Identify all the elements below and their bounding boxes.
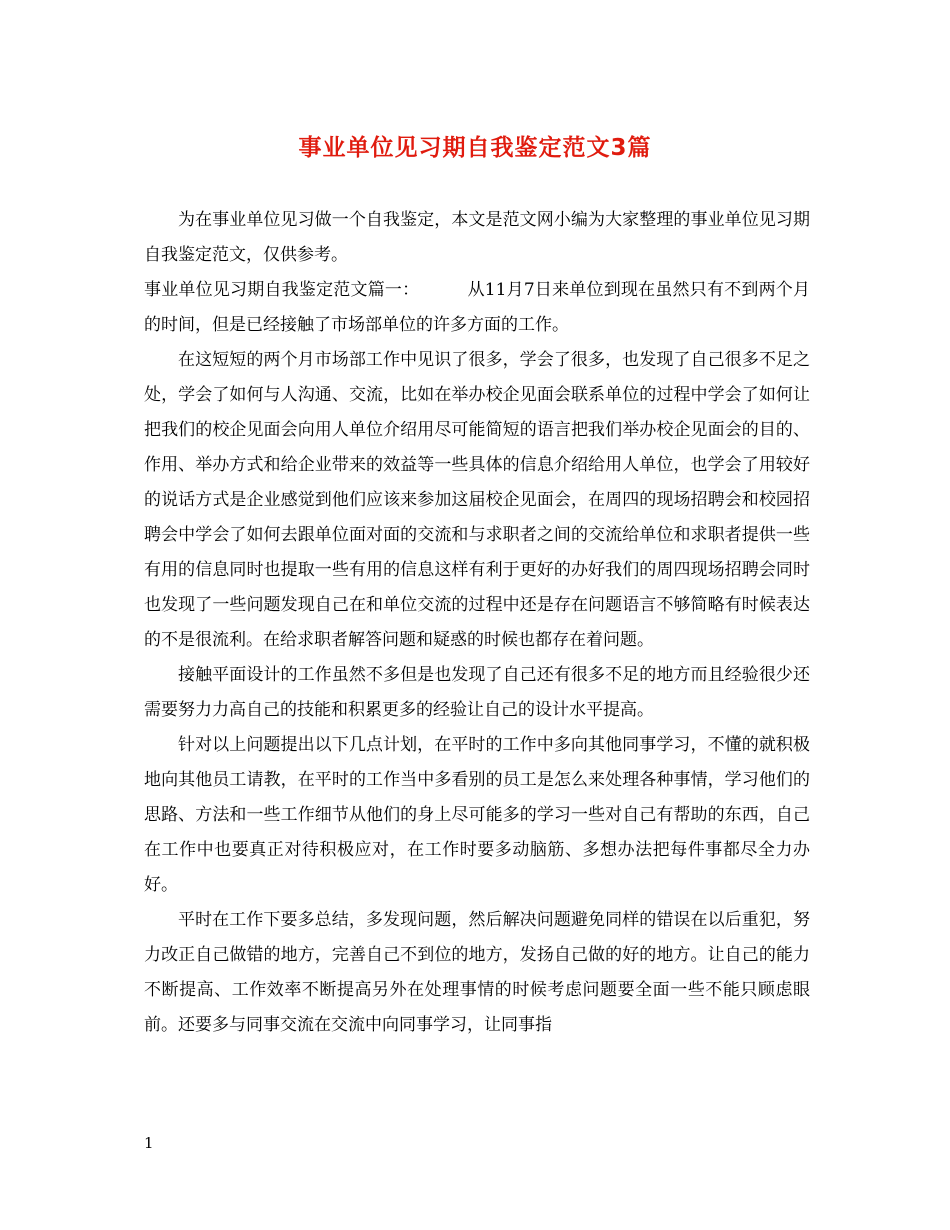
body-paragraph: 针对以上问题提出以下几点计划，在平时的工作中多向其他同事学习，不懂的就积极地向其他员工请教，在平时的工作当中多看别的员工是怎么来处理各种事情，学习他们的思路、方法和一些工作细节从他们的身上尽可能多的学习一些对自己有帮助的东西，自己在工作中也要真正对待积极应对，在工作时要多动脑筋、多想办法把每件事都尽全力办好。 — [144, 735, 810, 895]
body-paragraph: 在这短短的两个月市场部工作中见识了很多，学会了很多，也发现了自己很多不足之处，学会了如何与人沟通、交流，比如在举办校企见面会联系单位的过程中学会了如何让把我们的校企见面会向用人单位介绍用尽可能简短的语言把我们举办校企见面会的目的、作用、举办方式和给企业带来的效益等一些具体的信息介绍给用人单位，也学会了用较好的说话方式是企业感觉到他们应该来参加这届校企见面会，在周四的现场招聘会和校园招聘会中学会了如何去跟单位面对面的交流和与求职者之间的交流给单位和求职者提供一些有用的信息同时也提取一些有用的信息这样有利于更好的办好我们的周四现场招聘会同时也发现了一些问题发现自己在和单位交流的过程中还是存在问题语言不够简略有时候表达的不是很流利。在给求职者解答问题和疑惑的时候也都存在着问题。 — [144, 350, 810, 650]
page-number: 1 — [144, 1134, 154, 1152]
intro-paragraph: 为在事业单位见习做一个自我鉴定，本文是范文网小编为大家整理的事业单位见习期自我鉴定范文，仅供参考。 — [144, 210, 810, 265]
section-paragraph — [144, 273, 810, 343]
body-paragraph: 平时在工作下要多总结，多发现问题，然后解决问题避免同样的错误在以后重犯，努力改正自己做错的地方，完善自己不到位的地方，发扬自己做的好的地方。让自己的能力不断提高、工作效率不断提高另外在处理事情的时候考虑问题要全面一些不能只顾虑眼前。还要多与同事交流在交流中向同事学习，让同事指 — [144, 910, 810, 1035]
document-title: 事业单位见习期自我鉴定范文3篇 — [298, 135, 652, 161]
document-body — [144, 203, 810, 1043]
body-paragraph: 接触平面设计的工作虽然不多但是也发现了自己还有很多不足的地方而且经验很少还需要努力力高自己的技能和积累更多的经验让自己的设计水平提高。 — [144, 665, 810, 720]
section-lead: 从11月7日来单位到现在虽然只有不到两个月的时间，但是已经接触了市场部单位的许多方面的工作。 — [144, 280, 810, 335]
section-heading: 事业单位见习期自我鉴定范文篇一： — [144, 280, 420, 300]
